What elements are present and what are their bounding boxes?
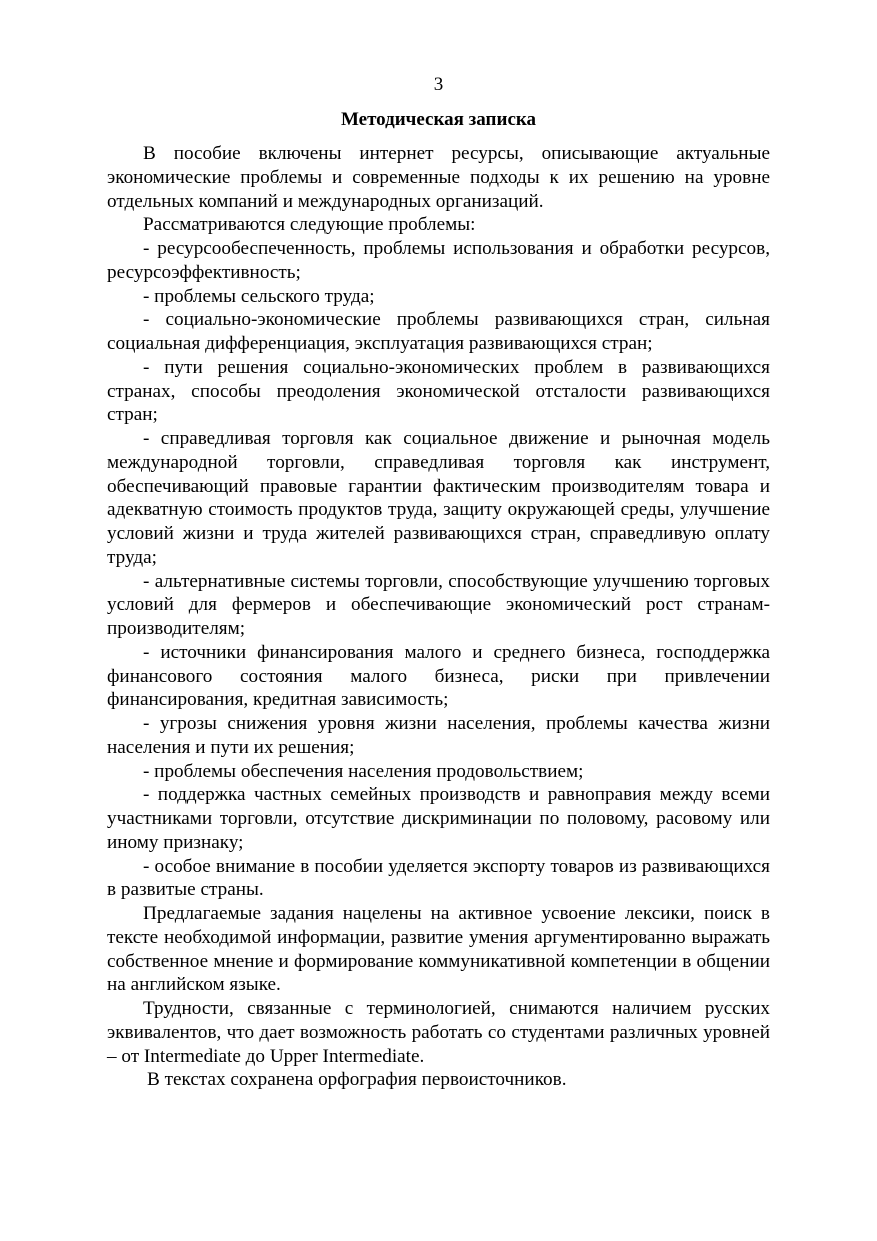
list-item: - поддержка частных семейных производств и равноправия между всеми участниками торговли, отсутствие дискриминации по половому, расовому или иному признаку; — [107, 784, 770, 853]
list-item: - альтернативные системы торговли, способствующие улучшению торговых условий для фермеров и обеспечивающие экономический рост странам-производителям; — [107, 570, 770, 639]
list-item: - пути решения социально-экономических проблем в развивающихся странах, способы преодоления экономической отсталости развивающихся стран; — [107, 356, 770, 426]
page-number: 3 — [433, 74, 444, 95]
terminology-paragraph: Трудности, связанные с терминологией, снимаются наличием русских эквивалентов, что дает возможность работать со студентами различных уровней – от Intermediate до Upper Intermediate. — [107, 998, 770, 1067]
list-item: - угрозы снижения уровня жизни населения, проблемы качества жизни населения и пути их решения; — [107, 713, 770, 758]
list-item: - ресурсообеспеченность, проблемы использования и обработки ресурсов, ресурсоэффективность; — [107, 238, 770, 283]
list-item: - социально-экономические проблемы развивающихся стран, сильная социальная дифференциация, эксплуатация развивающихся стран; — [107, 309, 770, 354]
list-item: - особое внимание в пособии уделяется экспорту товаров из развивающихся в развитые страны. — [107, 855, 770, 901]
list-item: - проблемы обеспечения населения продовольствием; — [143, 760, 584, 782]
tasks-paragraph: Предлагаемые задания нацелены на активное усвоение лексики, поиск в тексте необходимой информации, развитие умения аргументированно выражать собственное мнение и формирование коммуникативной компетенции в общении на английском языке. — [107, 903, 770, 996]
intro-paragraph: В пособие включены интернет ресурсы, описывающие актуальные экономические проблемы и современные подходы к их решению на уровне отдельных компаний и международных организаций. — [107, 143, 770, 212]
list-item: - справедливая торговля как социальное движение и рыночная модель международной торговли, справедливая торговля как инструмент, обеспечивающий правовые гарантии фактическим производителям товара и адекватную стоимость продуктов труда, защиту окружающей среды, улучшение условий жизни и труда жителей развивающихся стран, справедливую оплату труда; — [107, 428, 770, 568]
problems-intro: Рассматриваются следующие проблемы: — [143, 214, 476, 236]
page-title: Методическая записка — [340, 109, 537, 130]
list-item: - проблемы сельского труда; — [143, 285, 375, 307]
spelling-note: В текстах сохранена орфография первоисточников. — [147, 1069, 567, 1091]
list-item: - источники финансирования малого и среднего бизнеса, господдержка финансового состояния малого бизнеса, риски при привлечении финансирования, кредитная зависимость; — [107, 641, 770, 711]
document-body — [107, 142, 770, 1092]
